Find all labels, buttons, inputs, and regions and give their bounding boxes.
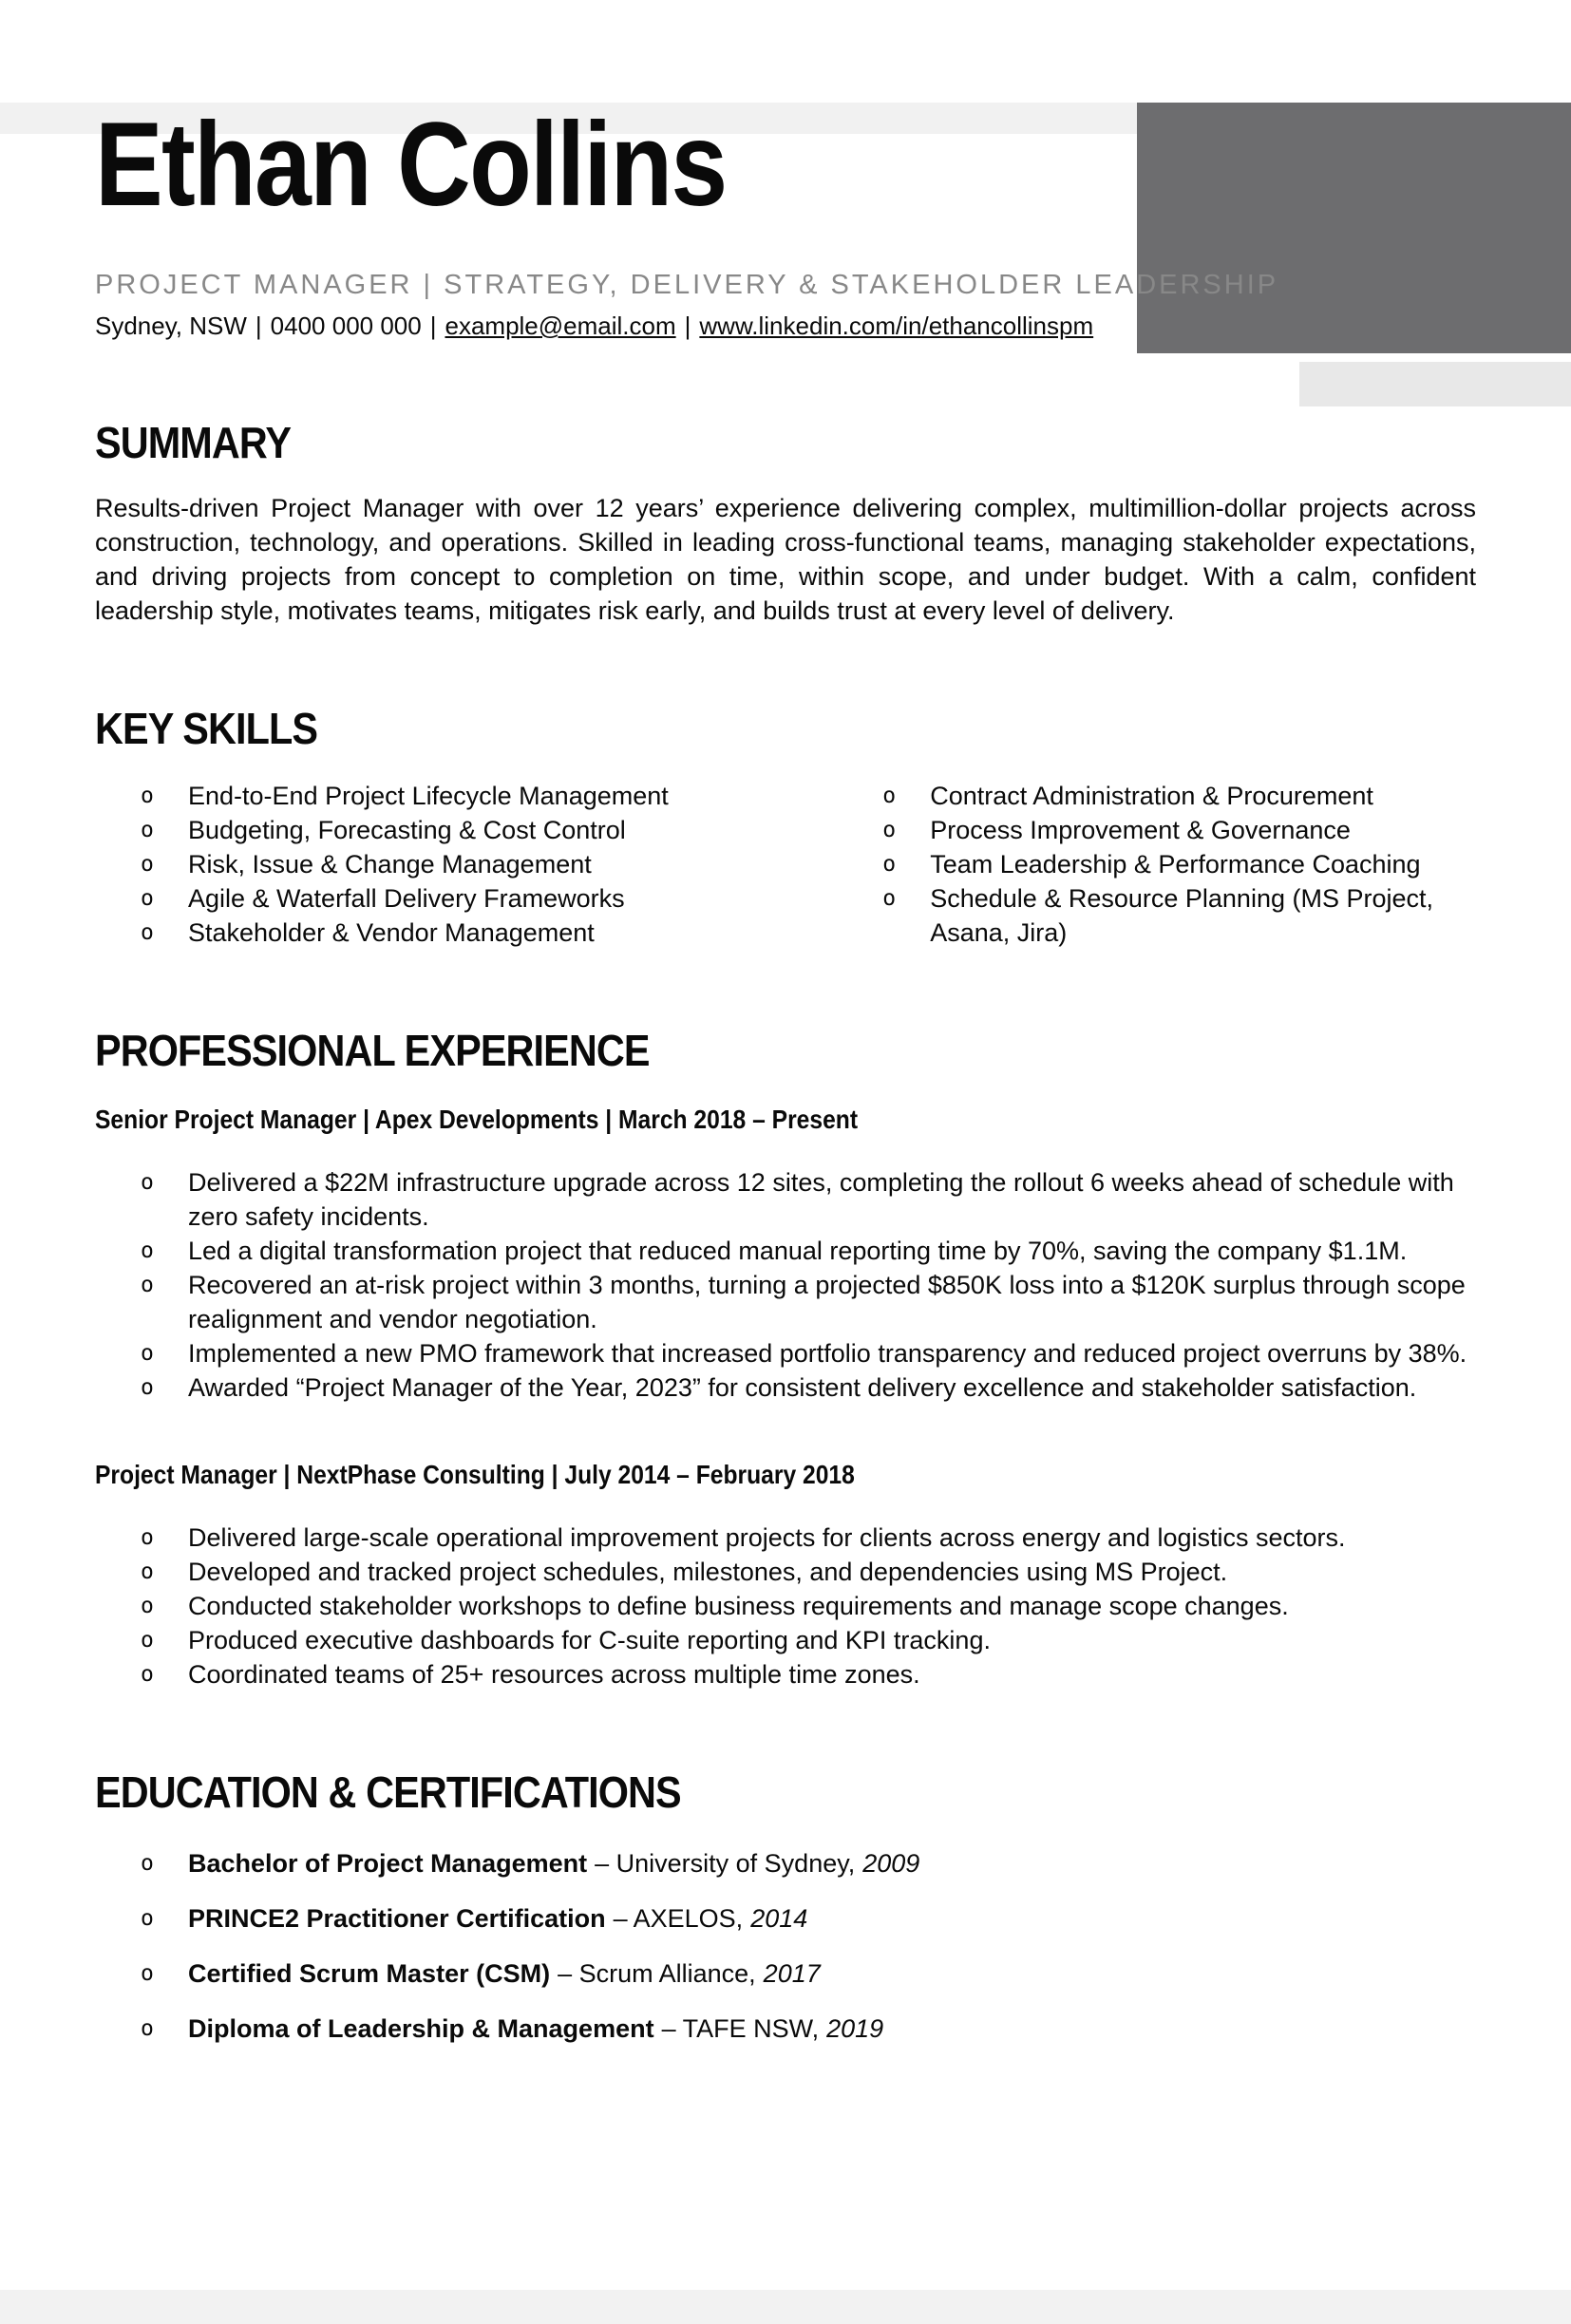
experience-bullet-text: Conducted stakeholder workshops to define business requirements and manage scope changes. — [188, 1592, 1289, 1620]
education-institution: – TAFE NSW, — [661, 2014, 820, 2043]
skill-label: Process Improvement & Governance — [930, 816, 1351, 844]
skill-label: Contract Administration & Procurement — [930, 782, 1373, 810]
skill-label: Risk, Issue & Change Management — [188, 850, 592, 879]
contact-linkedin-link[interactable]: www.linkedin.com/in/ethancollinspm — [699, 312, 1094, 340]
skill-item — [141, 779, 868, 813]
job-bullet-list — [95, 1521, 1476, 1691]
skill-label: Agile & Waterfall Delivery Frameworks — [188, 884, 625, 913]
education-degree: Bachelor of Project Management — [188, 1849, 588, 1878]
education-year: 2014 — [750, 1904, 808, 1933]
education-degree: Diploma of Leadership & Management — [188, 2014, 654, 2043]
education-year: 2017 — [763, 1959, 821, 1988]
skill-item — [882, 813, 1476, 847]
education-item-text — [188, 1846, 1476, 1880]
section-heading-key-skills: KEY SKILLS — [95, 704, 318, 753]
resume-page — [0, 99, 1571, 2046]
contact-email-link[interactable]: example@email.com — [445, 312, 676, 340]
education-item-text — [188, 1956, 1476, 1991]
skill-item — [882, 881, 1476, 950]
experience-bullet — [141, 1165, 1476, 1234]
bullet-marker: o — [141, 1851, 154, 1876]
experience-bullet-text: Coordinated teams of 25+ resources across multiple time zones. — [188, 1660, 920, 1689]
job-title: Project Manager | NextPhase Consulting | July 2014 – February 2018 — [95, 1460, 855, 1489]
contact-phone: 0400 000 000 — [270, 312, 422, 340]
skill-item — [141, 881, 868, 916]
bullet-marker: o — [141, 1375, 154, 1400]
education-list — [95, 1846, 1476, 2046]
education-year: 2009 — [862, 1849, 920, 1878]
experience-bullet — [141, 1555, 1476, 1589]
key-skills-right-column — [868, 779, 1476, 950]
education-item — [141, 1846, 1476, 1880]
experience-bullet — [141, 1623, 1476, 1657]
job-bullet-list — [95, 1165, 1476, 1405]
summary-text: Results-driven Project Manager with over 12 years’ experience delivering complex, multimillion-dollar projects across construction, technology, and operations. Skilled in leading cross-functional teams, managing stakeholder expectations, and driving projects from concept to completion on time, within scope, and under budget. With a calm, confident leadership style, motivates teams, mitigates risk early, and builds trust at every level of delivery. — [95, 494, 1476, 625]
bullet-marker: o — [882, 886, 897, 911]
bullet-marker: o — [141, 886, 154, 911]
skill-item — [882, 847, 1476, 881]
contact-line — [95, 310, 1476, 342]
bullet-marker: o — [141, 1273, 154, 1297]
skill-item — [141, 916, 868, 950]
education-institution: – University of Sydney, — [595, 1849, 856, 1878]
bullet-marker: o — [141, 1238, 154, 1263]
skill-label: Stakeholder & Vendor Management — [188, 918, 595, 947]
skill-label: Team Leadership & Performance Coaching — [930, 850, 1421, 879]
footer-bar — [0, 2290, 1571, 2324]
bullet-marker: o — [141, 1525, 154, 1550]
education-institution: – Scrum Alliance, — [558, 1959, 756, 1988]
education-item-text — [188, 1901, 1476, 1936]
experience-bullet-text: Produced executive dashboards for C-suite reporting and KPI tracking. — [188, 1626, 991, 1654]
bullet-marker: o — [141, 2016, 154, 2041]
experience-bullet — [141, 1589, 1476, 1623]
key-skills-columns — [95, 779, 1476, 950]
education-degree: PRINCE2 Practitioner Certification — [188, 1904, 606, 1933]
contact-location: Sydney, NSW — [95, 312, 247, 340]
bullet-marker: o — [141, 852, 154, 877]
candidate-name: Ethan Collins — [95, 99, 727, 231]
bullet-marker: o — [141, 1559, 154, 1584]
skill-label: Budgeting, Forecasting & Cost Control — [188, 816, 626, 844]
education-degree: Certified Scrum Master (CSM) — [188, 1959, 551, 1988]
key-skills-left-column — [95, 779, 868, 950]
bullet-marker: o — [882, 784, 897, 808]
contact-separator: | — [255, 312, 262, 340]
experience-bullet — [141, 1336, 1476, 1370]
bullet-marker: o — [141, 784, 154, 808]
experience-bullet-text: Awarded “Project Manager of the Year, 2023” for consistent delivery excellence and stakeholder satisfaction. — [188, 1373, 1417, 1402]
job-title: Senior Project Manager | Apex Developments | March 2018 – Present — [95, 1105, 859, 1134]
bullet-marker: o — [141, 1961, 154, 1986]
resume-content — [0, 99, 1571, 2046]
skill-label: Schedule & Resource Planning (MS Project, Asana, Jira) — [930, 884, 1434, 947]
education-item — [141, 1901, 1476, 1936]
contact-separator: | — [684, 312, 691, 340]
bullet-marker: o — [141, 1628, 154, 1653]
bullet-marker: o — [141, 1594, 154, 1618]
bullet-marker: o — [882, 818, 897, 842]
skill-label: End-to-End Project Lifecycle Management — [188, 782, 669, 810]
section-heading-experience: PROFESSIONAL EXPERIENCE — [95, 1026, 650, 1075]
bullet-marker: o — [882, 852, 897, 877]
education-institution: – AXELOS, — [613, 1904, 744, 1933]
bullet-marker: o — [141, 818, 154, 842]
education-year: 2019 — [826, 2014, 884, 2043]
bullet-marker: o — [141, 1341, 154, 1366]
experience-bullet-text: Delivered large-scale operational improvement projects for clients across energy and logistics sectors. — [188, 1523, 1346, 1552]
experience-bullet-text: Recovered an at-risk project within 3 months, turning a projected $850K loss into a $120K surplus through scope realignment and vendor negotiation. — [188, 1271, 1466, 1333]
experience-bullet-text: Developed and tracked project schedules, milestones, and dependencies using MS Project. — [188, 1558, 1228, 1586]
contact-separator: | — [429, 312, 437, 340]
experience-bullet — [141, 1268, 1476, 1336]
skill-item — [141, 847, 868, 881]
education-item — [141, 2012, 1476, 2046]
bullet-marker: o — [141, 1662, 154, 1687]
skill-item — [141, 813, 868, 847]
experience-bullet-text: Delivered a $22M infrastructure upgrade across 12 sites, completing the rollout 6 weeks ahead of schedule with zero safety incidents. — [188, 1168, 1454, 1231]
experience-bullet-text: Implemented a new PMO framework that increased portfolio transparency and reduced project overruns by 38%. — [188, 1339, 1467, 1368]
bullet-marker: o — [141, 1170, 154, 1195]
skill-item — [882, 779, 1476, 813]
experience-bullet — [141, 1521, 1476, 1555]
section-heading-summary: SUMMARY — [95, 418, 292, 467]
section-heading-education: EDUCATION & CERTIFICATIONS — [95, 1767, 681, 1817]
experience-bullet — [141, 1370, 1476, 1405]
experience-bullet — [141, 1657, 1476, 1691]
bullet-marker: o — [141, 920, 154, 945]
experience-bullet-text: Led a digital transformation project that reduced manual reporting time by 70%, saving the company $1.1M. — [188, 1237, 1408, 1265]
headline: PROJECT MANAGER | STRATEGY, DELIVERY & STAKEHOLDER LEADERSHIP — [95, 270, 1279, 300]
experience-bullet — [141, 1234, 1476, 1268]
bullet-marker: o — [141, 1906, 154, 1931]
education-item-text — [188, 2012, 1476, 2046]
education-item — [141, 1956, 1476, 1991]
